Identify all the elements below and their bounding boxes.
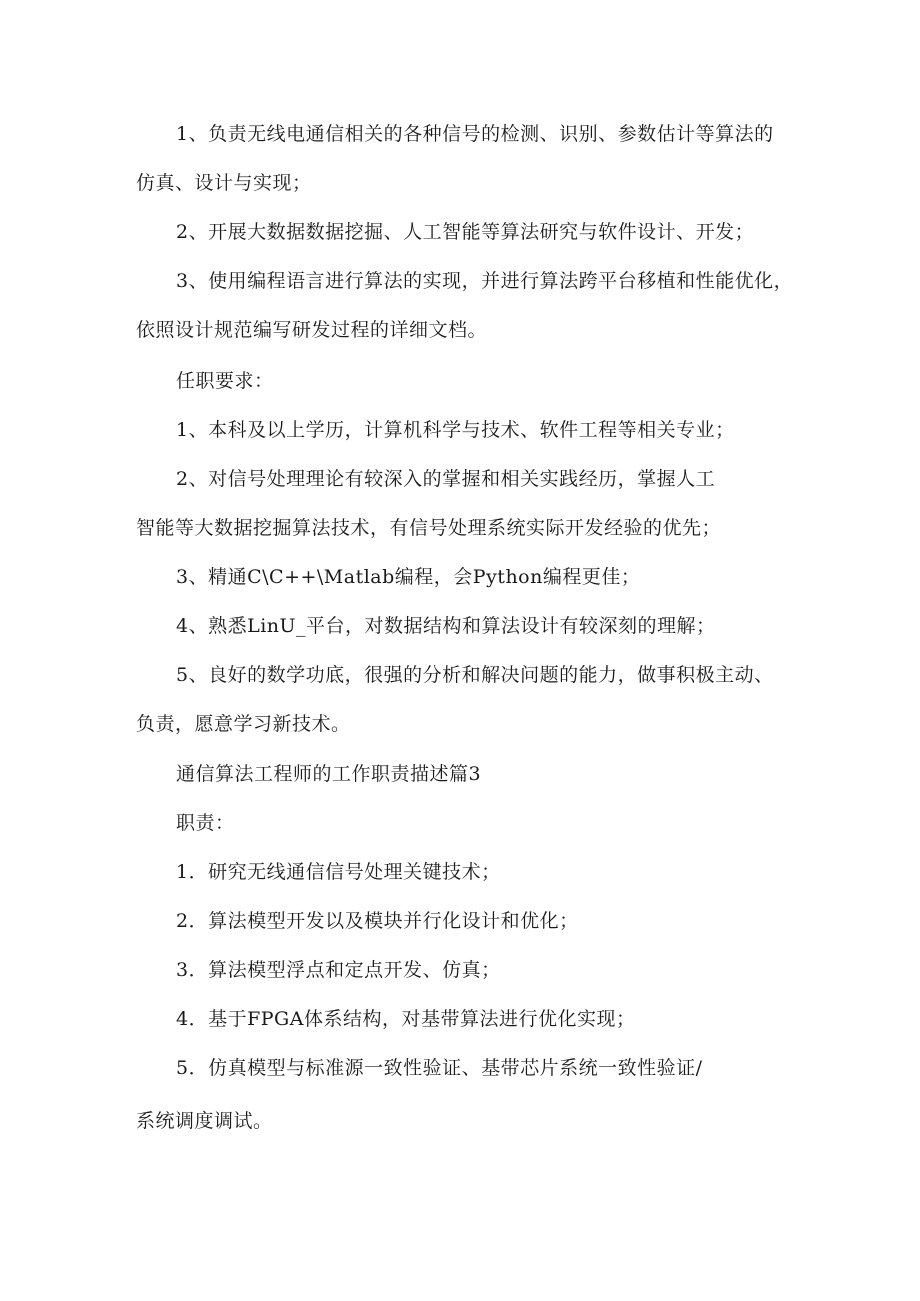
- section-title-part-3: 通信算法工程师的工作职责描述篇3: [176, 763, 482, 785]
- paragraph-item-1: 1．研究无线通信信号处理关键技术；: [176, 861, 501, 883]
- section-heading-requirements: 任职要求：: [176, 370, 274, 392]
- paragraph-duty-1-line-2: 仿真、设计与实现；: [136, 172, 312, 194]
- paragraph-duty-3-line-2: 依照设计规范编写研发过程的详细文档。: [136, 319, 488, 341]
- paragraph-item-4: 4．基于FPGA体系结构，对基带算法进行优化实现；: [176, 1008, 636, 1030]
- section-heading-duties: 职责：: [176, 812, 235, 834]
- paragraph-item-5-line-1: 5．仿真模型与标准源一致性验证、基带芯片系统一致性验证/: [176, 1057, 703, 1079]
- paragraph-item-2: 2．算法模型开发以及模块并行化设计和优化；: [176, 910, 579, 932]
- paragraph-duty-1-line-1: 1、负责无线电通信相关的各种信号的检测、识别、参数估计等算法的: [176, 123, 774, 145]
- paragraph-item-3: 3．算法模型浮点和定点开发、仿真；: [176, 959, 501, 981]
- paragraph-req-5-line-1: 5、良好的数学功底，很强的分析和解决问题的能力，做事积极主动、: [176, 664, 774, 686]
- paragraph-req-4: 4、熟悉LinU_平台，对数据结构和算法设计有较深刻的理解；: [176, 615, 716, 637]
- paragraph-req-5-line-2: 负责，愿意学习新技术。: [136, 713, 351, 735]
- paragraph-req-2-line-2: 智能等大数据挖掘算法技术，有信号处理系统实际开发经验的优先；: [136, 517, 722, 539]
- paragraph-duty-3-line-1: 3、使用编程语言进行算法的实现，并进行算法跨平台移植和性能优化，: [176, 270, 794, 292]
- paragraph-req-3: 3、精通C\C++\Matlab编程，会Python编程更佳；: [176, 566, 641, 588]
- paragraph-item-5-line-2: 系统调度调试。: [136, 1110, 273, 1132]
- paragraph-req-2-line-1: 2、对信号处理理论有较深入的掌握和相关实践经历，掌握人工: [176, 468, 716, 490]
- paragraph-req-1: 1、本科及以上学历，计算机科学与技术、软件工程等相关专业；: [176, 419, 735, 441]
- paragraph-duty-2: 2、开展大数据数据挖掘、人工智能等算法研究与软件设计、开发；: [176, 221, 755, 243]
